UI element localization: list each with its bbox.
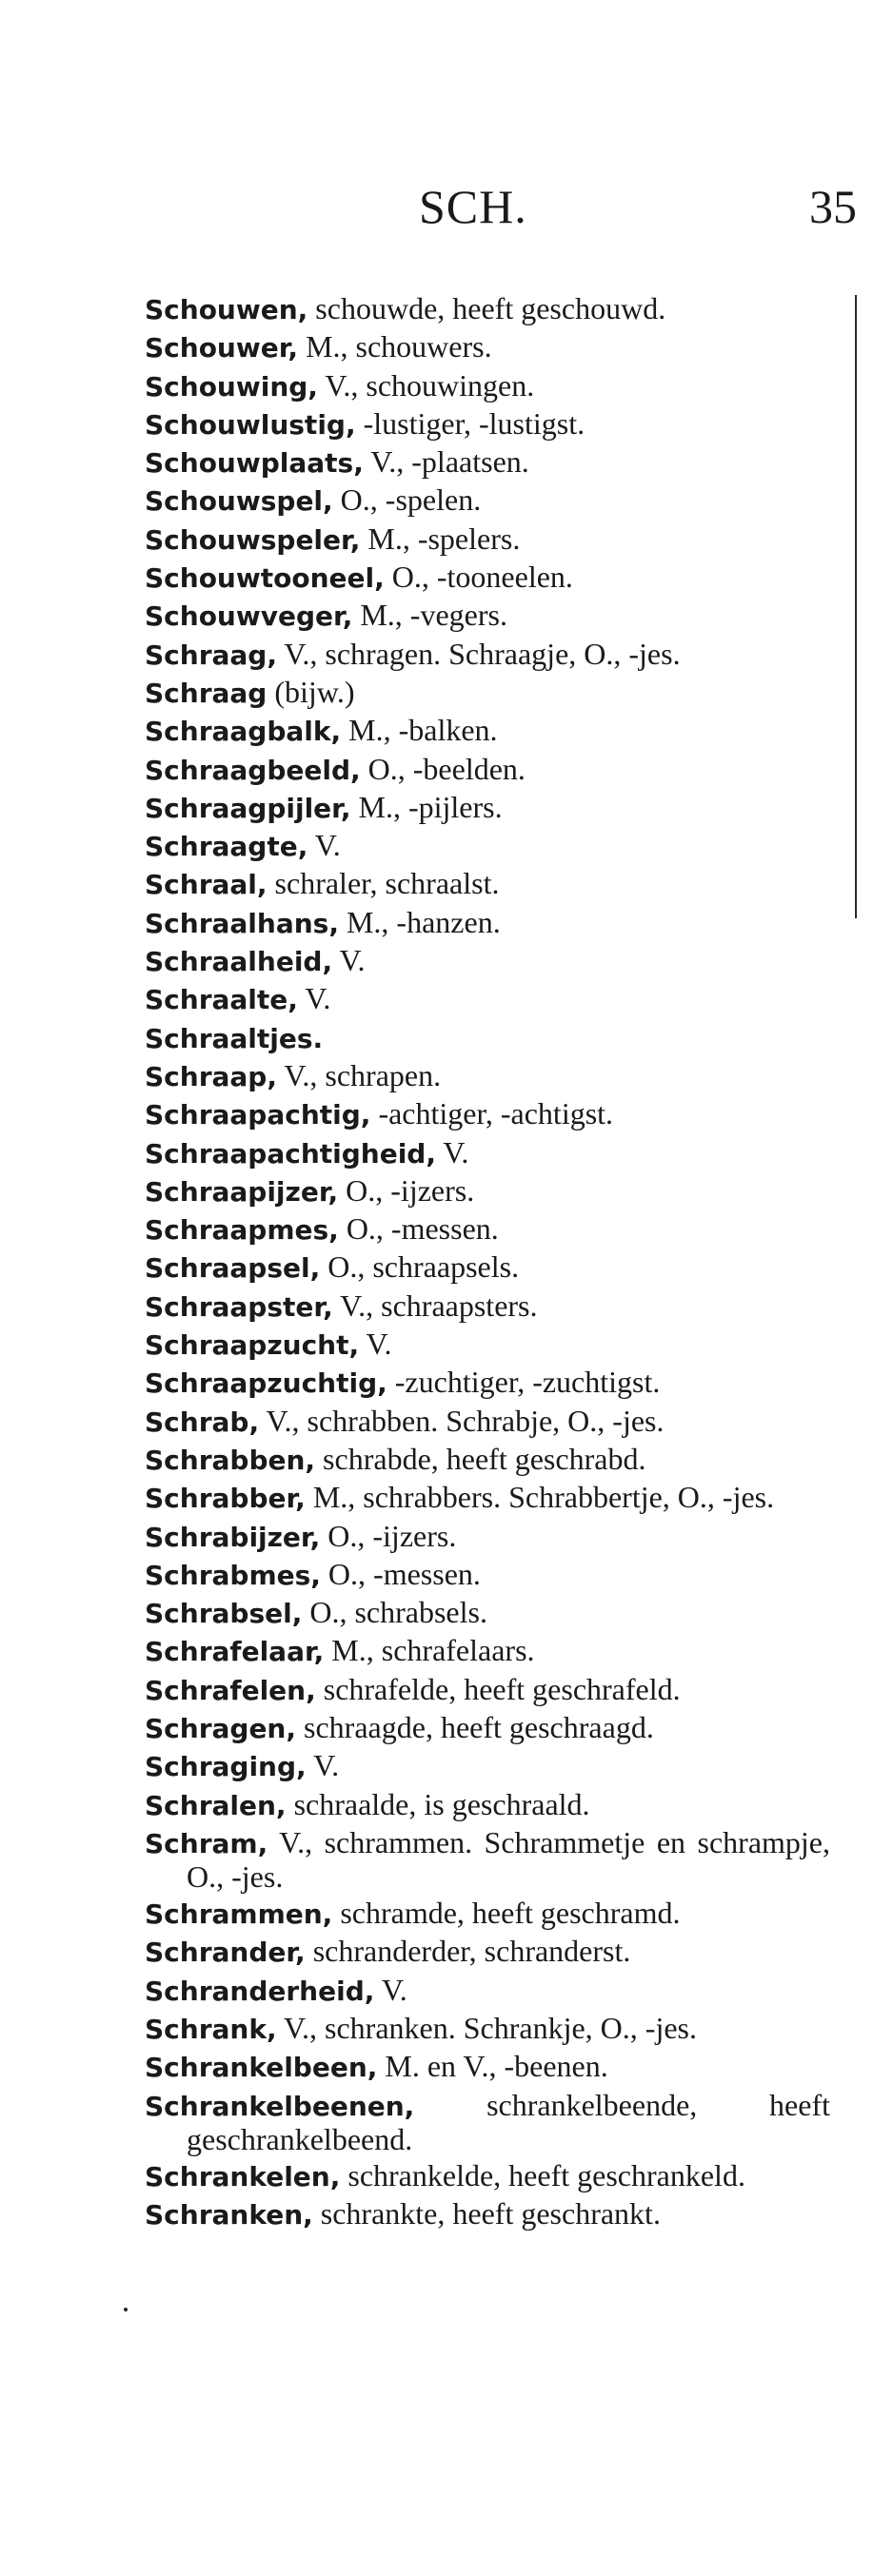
entry-definition: -achtiger, -achtigst. bbox=[370, 1096, 614, 1131]
entry-headword: Schouwplaats, bbox=[145, 447, 364, 480]
dictionary-entry bbox=[145, 1935, 830, 1969]
entry-headword: Schraapachtigheid, bbox=[145, 1137, 436, 1170]
entry-headword: Schram, bbox=[145, 1827, 268, 1859]
entry-headword: Schragen, bbox=[145, 1712, 297, 1744]
entry-headword: Schraagpijler, bbox=[145, 792, 351, 824]
dictionary-entry bbox=[145, 714, 830, 748]
entry-definition: M. en V., -beenen. bbox=[377, 2049, 608, 2084]
dictionary-entry bbox=[145, 407, 830, 442]
entry-definition: O., -messen. bbox=[320, 1556, 481, 1591]
entry-definition: schranderder, schranderst. bbox=[305, 1934, 631, 1969]
dictionary-entry bbox=[145, 1327, 830, 1362]
dictionary-entry bbox=[145, 1059, 830, 1093]
entry-definition: (bijw.) bbox=[267, 674, 355, 709]
dictionary-entry bbox=[145, 1212, 830, 1247]
entry-headword: Schouwveger, bbox=[145, 600, 353, 633]
entry-definition: V. bbox=[308, 828, 341, 863]
entry-definition: schouwde, heeft geschouwd. bbox=[308, 291, 666, 325]
dictionary-entry bbox=[145, 1443, 830, 1477]
entry-headword: Schrabijzer, bbox=[145, 1521, 321, 1553]
entry-headword: Schraapachtig, bbox=[145, 1099, 371, 1131]
dictionary-entry bbox=[145, 1897, 830, 1931]
print-speck bbox=[124, 2308, 128, 2311]
dictionary-entry bbox=[145, 2159, 830, 2193]
entry-definition: schraalde, is geschraald. bbox=[286, 1786, 590, 1821]
entry-headword: Schrankelbeenen, bbox=[145, 2090, 415, 2122]
entry-headword: Schraagte, bbox=[145, 831, 308, 863]
entry-headword: Schouwen, bbox=[145, 294, 308, 325]
dictionary-entry bbox=[145, 1097, 830, 1131]
entry-headword: Schraaltjes. bbox=[145, 1022, 324, 1054]
dictionary-entry bbox=[145, 1826, 830, 1893]
entry-headword: Schraapsel, bbox=[145, 1252, 321, 1285]
entry-headword: Schraag bbox=[145, 677, 268, 709]
entry-headword: Schraap, bbox=[145, 1060, 277, 1092]
entry-headword: Schrab, bbox=[145, 1406, 260, 1438]
entry-headword: Schralen, bbox=[145, 1789, 287, 1821]
entry-definition: O., -beelden. bbox=[360, 751, 526, 786]
entry-definition: schrabde, heeft geschrabd. bbox=[315, 1441, 646, 1476]
dictionary-entry bbox=[145, 560, 830, 595]
entry-definition: schrankelde, heeft geschrankeld. bbox=[340, 2157, 745, 2193]
entry-headword: Schrabsel, bbox=[145, 1598, 303, 1630]
entry-definition: M., schrabbers. Schrabbertje, O., -jes. bbox=[305, 1480, 775, 1515]
dictionary-entry bbox=[145, 1974, 830, 2008]
entry-headword: Schrankelbeen, bbox=[145, 2052, 378, 2084]
dictionary-entry bbox=[145, 2012, 830, 2046]
dictionary-entry bbox=[145, 1520, 830, 1554]
entry-definition: V., schouwingen. bbox=[317, 367, 535, 403]
entry-definition: O., -ijzers. bbox=[320, 1518, 457, 1553]
entry-definition: V. bbox=[359, 1327, 392, 1362]
dictionary-entry bbox=[145, 292, 830, 326]
entry-headword: Schraapzucht, bbox=[145, 1329, 360, 1362]
dictionary-entry bbox=[145, 1558, 830, 1592]
page-number: 35 bbox=[809, 180, 857, 233]
dictionary-entry bbox=[145, 483, 830, 518]
dictionary-entry bbox=[145, 369, 830, 403]
entry-definition: schraagde, heeft geschraagd. bbox=[296, 1709, 654, 1744]
dictionary-entry bbox=[145, 1749, 830, 1783]
entry-definition: V. bbox=[374, 1972, 407, 2007]
dictionary-entry bbox=[145, 1481, 830, 1515]
entry-definition: V. bbox=[436, 1134, 469, 1170]
entry-headword: Schrander, bbox=[145, 1937, 306, 1969]
entry-definition: -zuchtiger, -zuchtigst. bbox=[387, 1365, 661, 1400]
entry-definition: M., schrafelaars. bbox=[324, 1633, 535, 1668]
entry-headword: Schranderheid, bbox=[145, 1975, 375, 2007]
dictionary-entry bbox=[145, 1250, 830, 1285]
dictionary-entry-list bbox=[145, 292, 830, 2236]
entry-definition: V., schrammen. Schrammetje en schrampje, O., -jes. bbox=[187, 1824, 830, 1894]
entry-headword: Schouwspel, bbox=[145, 485, 333, 518]
entry-headword: Schraalhans, bbox=[145, 907, 339, 939]
entry-definition: V., schragen. Schraagje, O., -jes. bbox=[276, 636, 681, 671]
entry-definition: O., schraapsels. bbox=[320, 1249, 520, 1285]
entry-headword: Schranken, bbox=[145, 2199, 313, 2232]
dictionary-entry bbox=[145, 1596, 830, 1630]
entry-definition: schraler, schraalst. bbox=[267, 866, 500, 901]
entry-definition: V., schrapen. bbox=[276, 1057, 442, 1092]
entry-definition: schramde, heeft geschramd. bbox=[332, 1896, 681, 1931]
dictionary-entry bbox=[145, 445, 830, 480]
dictionary-entry bbox=[145, 2089, 830, 2155]
entry-headword: Schrank, bbox=[145, 2014, 277, 2046]
entry-definition: O., -spelen. bbox=[332, 482, 482, 518]
entry-definition: O., -tooneelen. bbox=[384, 560, 573, 595]
entry-definition: schrankelbeende, heeft geschrankelbeend. bbox=[187, 2087, 830, 2156]
dictionary-entry bbox=[145, 944, 830, 978]
entry-headword: Schrabmes, bbox=[145, 1559, 321, 1591]
entry-definition: V. bbox=[332, 943, 366, 978]
dictionary-entry bbox=[145, 599, 830, 633]
entry-headword: Schraag, bbox=[145, 639, 277, 671]
dictionary-entry bbox=[145, 1136, 830, 1170]
entry-headword: Schraagbalk, bbox=[145, 716, 342, 748]
entry-definition: V., schrabben. Schrabje, O., -jes. bbox=[259, 1403, 665, 1438]
entry-headword: Schrankelen, bbox=[145, 2160, 341, 2193]
entry-definition: O., -messen. bbox=[338, 1211, 499, 1247]
dictionary-entry bbox=[145, 1289, 830, 1324]
entry-definition: M., -hanzen. bbox=[338, 904, 501, 939]
entry-definition: M., schouwers. bbox=[298, 329, 492, 364]
dictionary-entry bbox=[145, 638, 830, 672]
entry-definition: schrankte, heeft geschrankt. bbox=[312, 2196, 661, 2232]
entry-headword: Schrabben, bbox=[145, 1444, 316, 1476]
dictionary-entry bbox=[145, 1366, 830, 1400]
dictionary-entry bbox=[145, 791, 830, 825]
entry-headword: Schraapijzer, bbox=[145, 1175, 339, 1208]
dictionary-entry bbox=[145, 982, 830, 1016]
entry-headword: Schrammen, bbox=[145, 1898, 333, 1931]
entry-definition: -lustiger, -lustigst. bbox=[355, 405, 585, 441]
dictionary-entry bbox=[145, 2050, 830, 2084]
entry-headword: Schraapmes, bbox=[145, 1214, 339, 1247]
entry-headword: Schouwtooneel, bbox=[145, 562, 385, 595]
entry-headword: Schrafelaar, bbox=[145, 1636, 325, 1668]
entry-headword: Schraapster, bbox=[145, 1290, 333, 1323]
entry-headword: Schraalte, bbox=[145, 984, 298, 1016]
entry-definition: V., -plaatsen. bbox=[363, 444, 529, 480]
page-section-title: SCH. bbox=[419, 180, 527, 233]
entry-definition: O., -ijzers. bbox=[338, 1172, 475, 1208]
entry-headword: Schouwing, bbox=[145, 370, 318, 403]
entry-headword: Schraagbeeld, bbox=[145, 754, 361, 786]
entry-headword: Schraging, bbox=[145, 1751, 307, 1783]
dictionary-entry bbox=[145, 2197, 830, 2232]
entry-definition: V. bbox=[306, 1748, 340, 1783]
dictionary-entry bbox=[145, 522, 830, 557]
dictionary-entry bbox=[145, 1405, 830, 1439]
dictionary-entry bbox=[145, 753, 830, 787]
dictionary-entry bbox=[145, 1788, 830, 1822]
entry-definition: M., -balken. bbox=[341, 713, 498, 748]
dictionary-entry bbox=[145, 1174, 830, 1209]
dictionary-entry bbox=[145, 1711, 830, 1745]
entry-headword: Schouwspeler, bbox=[145, 523, 361, 556]
dictionary-entry bbox=[145, 1021, 830, 1055]
entry-headword: Schrabber, bbox=[145, 1483, 306, 1515]
entry-definition: M., -spelers. bbox=[360, 521, 521, 556]
dictionary-entry bbox=[145, 330, 830, 364]
entry-headword: Schraapzuchtig, bbox=[145, 1367, 387, 1400]
entry-headword: Schraal, bbox=[145, 869, 268, 901]
entry-definition: schrafelde, heeft geschrafeld. bbox=[315, 1671, 681, 1706]
entry-definition: M., -vegers. bbox=[352, 598, 507, 633]
dictionary-entry bbox=[145, 867, 830, 901]
dictionary-entry bbox=[145, 676, 830, 710]
dictionary-entry bbox=[145, 906, 830, 940]
dictionary-entry bbox=[145, 829, 830, 863]
entry-definition: M., -pijlers. bbox=[350, 789, 503, 824]
entry-definition: O., schrabsels. bbox=[302, 1595, 487, 1630]
entry-definition: V. bbox=[297, 981, 331, 1016]
entry-headword: Schraalheid, bbox=[145, 946, 333, 978]
entry-headword: Schouwer, bbox=[145, 332, 299, 364]
entry-definition: V., schranken. Schrankje, O., -jes. bbox=[276, 2011, 697, 2046]
entry-definition: V., schraapsters. bbox=[332, 1288, 538, 1323]
entry-headword: Schouwlustig, bbox=[145, 408, 356, 441]
margin-rule bbox=[855, 295, 857, 918]
dictionary-entry bbox=[145, 1634, 830, 1668]
dictionary-entry bbox=[145, 1673, 830, 1707]
entry-headword: Schrafelen, bbox=[145, 1674, 316, 1706]
